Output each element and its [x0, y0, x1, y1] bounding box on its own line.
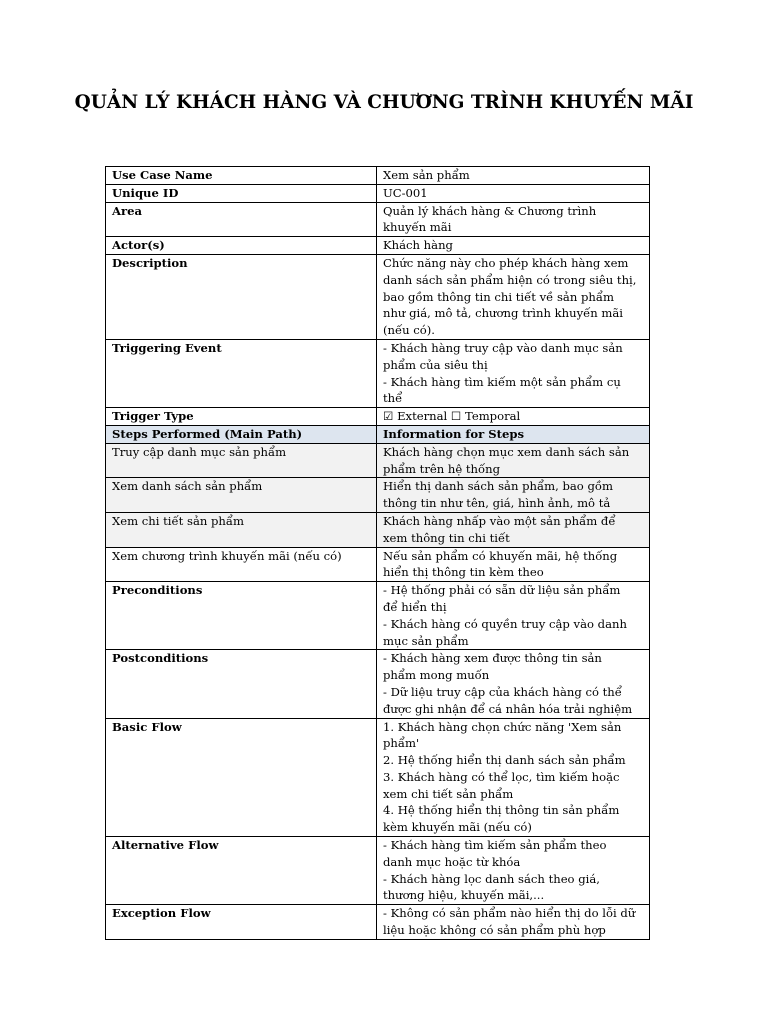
row-alternative-flow: [106, 837, 650, 905]
row-unique-id: [106, 184, 650, 202]
value-line: - Không có sản phẩm nào hiển thị do lỗi dữ: [383, 906, 636, 921]
value-line: Hiển thị danh sách sản phẩm, bao gồm: [383, 479, 613, 494]
row-trigger-type: [106, 408, 650, 426]
value-line: thương hiệu, khuyến mãi,...: [383, 888, 545, 903]
value-line: phẩm mong muốn: [383, 668, 490, 683]
value-trigger-type: [377, 408, 650, 426]
label-description: Description: [106, 254, 377, 339]
value-line: - Hệ thống phải có sẵn dữ liệu sản phẩm: [383, 583, 621, 598]
row-steps-header: [106, 425, 650, 443]
label-preconditions: Preconditions: [106, 582, 377, 650]
value-line: danh mục hoặc từ khóa: [383, 854, 521, 869]
step-info: [377, 478, 650, 513]
step-label: Xem chương trình khuyến mãi (nếu có): [106, 547, 377, 582]
label-area: Area: [106, 202, 377, 237]
row-description: [106, 254, 650, 339]
value-line: xem chi tiết sản phẩm: [383, 786, 514, 801]
value-line: Chức năng này cho phép khách hàng xem: [383, 255, 629, 270]
value-line: khuyến mãi: [383, 220, 452, 235]
trigger-type-checkboxes: ☑ External ☐ Temporal: [383, 409, 521, 424]
label-use-case-name: Use Case Name: [106, 167, 377, 185]
row-step-4: [106, 547, 650, 582]
value-line: xem thông tin chi tiết: [383, 530, 510, 545]
value-line: - Khách hàng truy cập vào danh mục sản: [383, 340, 623, 355]
value-triggering-event: [377, 339, 650, 407]
value-line: (nếu có).: [383, 323, 435, 338]
value-line: danh sách sản phẩm hiện có trong siêu thị,: [383, 272, 637, 287]
row-preconditions: [106, 582, 650, 650]
value-basic-flow: [377, 718, 650, 837]
value-line: Xem sản phẩm: [383, 168, 470, 182]
value-line: - Khách hàng tìm kiếm một sản phẩm cụ: [383, 374, 621, 389]
row-area: [106, 202, 650, 237]
value-actors: [377, 237, 650, 255]
value-line: - Khách hàng xem được thông tin sản: [383, 651, 602, 666]
value-line: mục sản phẩm: [383, 633, 469, 648]
value-line: - Dữ liệu truy cập của khách hàng có thể: [383, 684, 622, 699]
row-basic-flow: [106, 718, 650, 837]
value-exception-flow: [377, 905, 650, 940]
value-line: hiển thị thông tin kèm theo: [383, 565, 544, 580]
value-line: kèm khuyến mãi (nếu có): [383, 820, 532, 835]
value-line: để hiển thị: [383, 599, 447, 614]
value-line: thể: [383, 391, 403, 406]
step-label: Xem danh sách sản phẩm: [106, 478, 377, 513]
value-line: Khách hàng: [383, 238, 453, 253]
row-exception-flow: [106, 905, 650, 940]
value-line: - Khách hàng lọc danh sách theo giá,: [383, 871, 600, 886]
value-line: Nếu sản phẩm có khuyến mãi, hệ thống: [383, 548, 618, 563]
step-info: [377, 512, 650, 547]
value-line: 2. Hệ thống hiển thị danh sách sản phẩm: [383, 753, 626, 768]
value-description: [377, 254, 650, 339]
value-line: phẩm của siêu thị: [383, 357, 488, 372]
label-unique-id: Unique ID: [106, 184, 377, 202]
value-line: Khách hàng chọn mục xem danh sách sản: [383, 444, 630, 459]
label-exception-flow: Exception Flow: [106, 905, 377, 940]
value-line: 4. Hệ thống hiển thị thông tin sản phẩm: [383, 803, 620, 818]
value-line: - Khách hàng có quyền truy cập vào danh: [383, 616, 627, 631]
step-label: Xem chi tiết sản phẩm: [106, 512, 377, 547]
label-trigger-type: Trigger Type: [106, 408, 377, 426]
value-line: thông tin như tên, giá, hình ảnh, mô tả: [383, 496, 611, 511]
row-postconditions: [106, 650, 650, 718]
value-line: liệu hoặc không có sản phẩm phù hợp: [383, 923, 606, 938]
value-postconditions: [377, 650, 650, 718]
row-step-1: [106, 443, 650, 478]
value-line: 3. Khách hàng có thể lọc, tìm kiếm hoặc: [383, 769, 620, 784]
step-info: [377, 547, 650, 582]
label-triggering-event: Triggering Event: [106, 339, 377, 407]
row-triggering-event: [106, 339, 650, 407]
row-step-2: [106, 478, 650, 513]
value-area: [377, 202, 650, 237]
value-use-case-name: [377, 167, 650, 185]
value-alternative-flow: [377, 837, 650, 905]
step-info: [377, 443, 650, 478]
step-label: Truy cập danh mục sản phẩm: [106, 443, 377, 478]
row-step-3: [106, 512, 650, 547]
value-line: - Khách hàng tìm kiếm sản phẩm theo: [383, 838, 607, 853]
value-line: phẩm trên hệ thống: [383, 461, 501, 476]
value-line: Information for Steps: [383, 426, 525, 441]
document-title: QUẢN LÝ KHÁCH HÀNG VÀ CHƯƠNG TRÌNH KHUYẾN MÃI: [74, 92, 694, 113]
value-line: 1. Khách hàng chọn chức năng 'Xem sản: [383, 719, 622, 734]
header-steps-performed: Steps Performed (Main Path): [106, 425, 377, 443]
value-unique-id: [377, 184, 650, 202]
value-preconditions: [377, 582, 650, 650]
value-line: phẩm': [383, 736, 420, 751]
use-case-table: [105, 166, 650, 940]
value-line: UC-001: [383, 185, 428, 200]
value-line: như giá, mô tả, chương trình khuyến mãi: [383, 306, 624, 321]
label-basic-flow: Basic Flow: [106, 718, 377, 837]
value-line: Quản lý khách hàng & Chương trình: [383, 203, 597, 218]
label-actors: Actor(s): [106, 237, 377, 255]
value-line: bao gồm thông tin chi tiết về sản phẩm: [383, 289, 614, 304]
label-alternative-flow: Alternative Flow: [106, 837, 377, 905]
value-line: Khách hàng nhấp vào một sản phẩm để: [383, 513, 616, 528]
label-postconditions: Postconditions: [106, 650, 377, 718]
row-actors: [106, 237, 650, 255]
value-line: được ghi nhận để cá nhân hóa trải nghiệm: [383, 701, 633, 716]
header-information-for-steps: [377, 425, 650, 443]
row-use-case-name: [106, 167, 650, 185]
